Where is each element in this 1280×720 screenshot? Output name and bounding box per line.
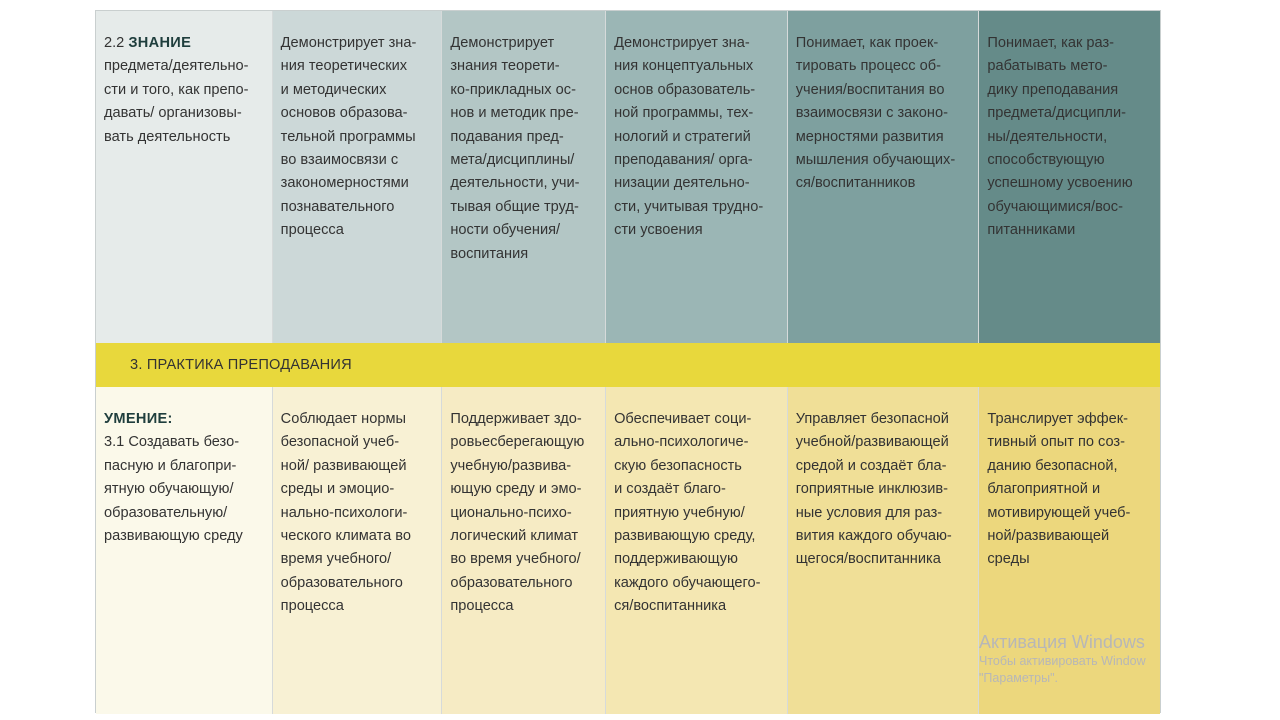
skill-description: Создавать безо- пасную и благопри- ятную обучающую/ образовательную/ развивающую среду xyxy=(104,434,243,545)
section-title: 3. ПРАКТИКА ПРЕПОДАВАНИЯ xyxy=(130,357,352,373)
knowledge-row xyxy=(96,11,1160,343)
knowledge-level-3: Демонстрирует зна- ния концептуальных основ образователь- ной программы, тех- нологий и стратегий преподавания/ орга- низации деятельно- сти, учитывая трудно- сти усвоения xyxy=(606,11,788,343)
skill-level-3: Обеспечивает соци- ально-психологиче- скую безопасность и создаёт благо- приятную учебную/ развивающую среду, поддерживающую каждого обучающего- ся/воспитанника xyxy=(606,387,788,714)
watermark-line-2: "Параметры". xyxy=(979,671,1058,685)
knowledge-level-4: Понимает, как проек- тировать процесс об- учения/воспитания во взаимосвязи с законо- мерностями развития мышления обучающих- ся/воспитанников xyxy=(788,11,980,343)
knowledge-header-cell xyxy=(96,11,273,343)
knowledge-heading: ЗНАНИЕ xyxy=(128,35,192,51)
knowledge-number: 2.2 xyxy=(104,35,129,51)
knowledge-level-5: Понимает, как раз- рабатывать мето- дику преподавания предмета/дисципли- ны/деятельности, способствующую успешному усвоению обучающимися/вос- питанниками xyxy=(979,11,1160,343)
knowledge-level-1: Демонстрирует зна- ния теоретических и методических основов образова- тельной программы во взаимосвязи с закономерностями познавательного процесса xyxy=(273,11,443,343)
skill-header-cell xyxy=(96,387,273,714)
competency-table xyxy=(95,10,1161,713)
knowledge-description: предмета/деятельно- сти и того, как препо- давать/ организовы- вать деятельность xyxy=(104,58,249,145)
skill-level-5: Транслирует эффек- тивный опыт по соз- данию безопасной, благоприятной и мотивирующей учеб- ной/развивающей среды xyxy=(979,387,1160,714)
section-band xyxy=(96,343,1160,387)
skill-level-1: Соблюдает нормы безопасной учеб- ной/ развивающей среды и эмоцио- нально-психологи- ческого климата во время учебного/ образовательного процесса xyxy=(273,387,443,714)
skill-level-2: Поддерживает здо- ровьесберегающую учебную/развива- ющую среду и эмо- ционально-психо- логический климат во время учебного/ образовательного процесса xyxy=(442,387,606,714)
knowledge-level-2: Демонстрирует знания теорети- ко-прикладных ос- нов и методик пре- подавания пред- мета/дисциплины/ деятельности, учи- тывая общие труд- ности обучения/ воспитания xyxy=(442,11,606,343)
watermark-line-1: Чтобы активировать Window xyxy=(979,654,1146,668)
skill-level-4: Управляет безопасной учебной/развивающей средой и создаёт бла- гоприятные инклюзив- ные условия для раз- вития каждого обучаю- щегося/воспитанника xyxy=(788,387,980,714)
skill-number: 3.1 xyxy=(104,434,129,451)
windows-activation-watermark xyxy=(979,631,1146,687)
skill-heading: УМЕНИЕ: xyxy=(104,411,173,427)
watermark-title: Активация Windows xyxy=(979,632,1145,652)
